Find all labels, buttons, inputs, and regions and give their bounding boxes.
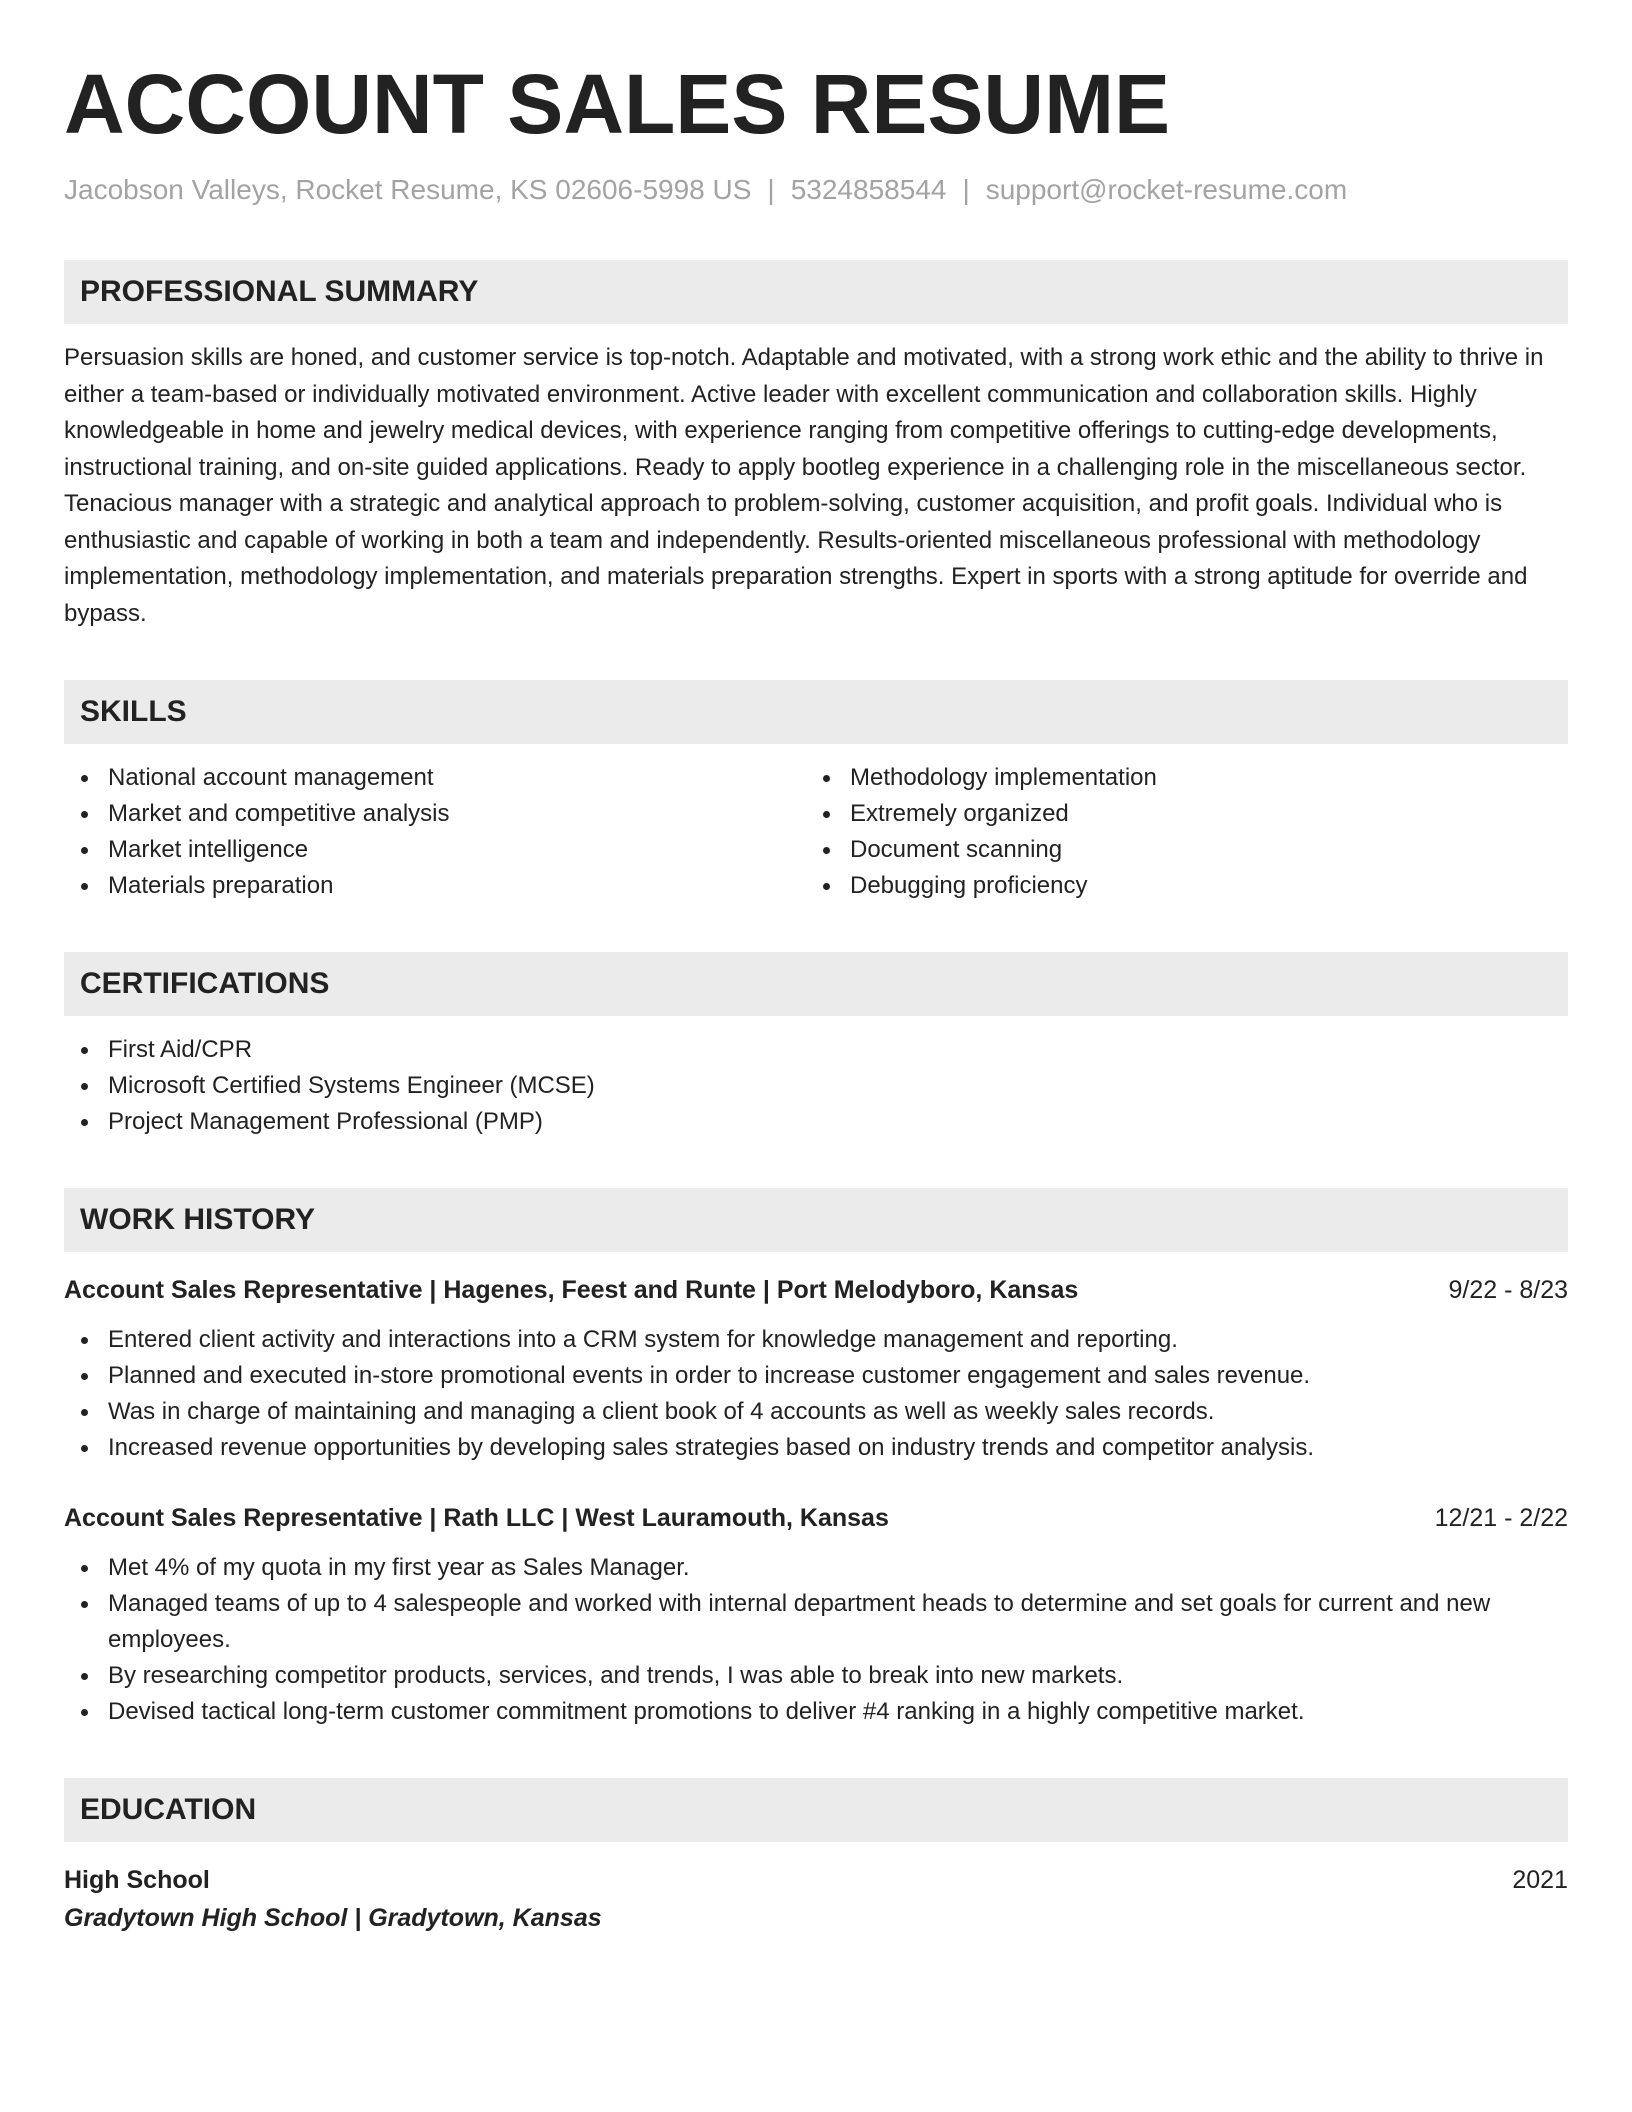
skill-item: Extremely organized	[806, 796, 1548, 832]
job-entry	[64, 1500, 1568, 1730]
section-header-education: EDUCATION	[64, 1778, 1568, 1842]
job-entry	[64, 1272, 1568, 1466]
job-bullets	[64, 1322, 1568, 1466]
skill-item: Market intelligence	[64, 832, 806, 868]
job-bullet: Planned and executed in-store promotional events in order to increase customer engagement and sales revenue.	[64, 1358, 1568, 1394]
section-header-summary: PROFESSIONAL SUMMARY	[64, 260, 1568, 324]
section-header-work-history: WORK HISTORY	[64, 1188, 1568, 1252]
contact-separator: |	[962, 174, 970, 205]
section-header-certifications: CERTIFICATIONS	[64, 952, 1568, 1016]
skills-list-right	[806, 760, 1548, 904]
certification-item: First Aid/CPR	[64, 1032, 1568, 1068]
skills-list-left	[64, 760, 806, 904]
job-bullet: Devised tactical long-term customer commitment promotions to deliver #4 ranking in a highly competitive market.	[64, 1694, 1568, 1730]
skill-item: Materials preparation	[64, 868, 806, 904]
job-bullet: Managed teams of up to 4 salespeople and worked with internal department heads to determine and set goals for current and new employees.	[64, 1586, 1568, 1658]
contact-separator: |	[767, 174, 775, 205]
job-bullet: Met 4% of my quota in my first year as Sales Manager.	[64, 1550, 1568, 1586]
contact-line	[64, 172, 1568, 208]
certification-item: Project Management Professional (PMP)	[64, 1104, 1568, 1140]
summary-text: Persuasion skills are honed, and customer service is top-notch. Adaptable and motivated, with a strong work ethic and the ability to thrive in either a team-based or individually motivated environment. Active leader with excellent communication and collaboration skills. Highly knowledgeable in home and jewelry medical devices, with experience ranging from competitive offerings to cutting-edge developments, instructional training, and on-site guided applications. Ready to apply bootleg experience in a challenging role in the miscellaneous sector. Tenacious manager with a strategic and analytical approach to problem-solving, customer acquisition, and profit goals. Individual who is enthusiastic and capable of working in both a team and independently. Results-oriented miscellaneous professional with methodology implementation, methodology implementation, and materials preparation strengths. Expert in sports with a strong aptitude for override and bypass.	[64, 344, 1544, 627]
section-header-skills: SKILLS	[64, 680, 1568, 744]
skill-item: Methodology implementation	[806, 760, 1548, 796]
job-header	[64, 1272, 1568, 1308]
job-bullets	[64, 1550, 1568, 1730]
education-header	[64, 1862, 1568, 1898]
contact-email: support@rocket-resume.com	[985, 174, 1348, 205]
job-dates: 12/21 - 2/22	[1434, 1504, 1568, 1532]
job-bullet: Increased revenue opportunities by developing sales strategies based on industry trends and competitor analysis.	[64, 1430, 1568, 1466]
contact-phone: 5324858544	[790, 174, 947, 205]
job-title: Account Sales Representative | Rath LLC | West Lauramouth, Kansas	[64, 1504, 889, 1532]
contact-address: Jacobson Valleys, Rocket Resume, KS 02606-5998 US	[64, 174, 752, 205]
education-school: Gradytown High School | Gradytown, Kansas	[64, 1904, 602, 1932]
education-degree: High School	[64, 1866, 210, 1894]
job-dates: 9/22 - 8/23	[1448, 1276, 1568, 1304]
skills-grid	[64, 760, 1568, 904]
skill-item: Market and competitive analysis	[64, 796, 806, 832]
job-header	[64, 1500, 1568, 1536]
skill-item: Debugging proficiency	[806, 868, 1548, 904]
job-title: Account Sales Representative | Hagenes, Feest and Runte | Port Melodyboro, Kansas	[64, 1276, 1079, 1304]
skill-item: Document scanning	[806, 832, 1548, 868]
job-bullet: By researching competitor products, services, and trends, I was able to break into new markets.	[64, 1658, 1568, 1694]
skill-item: National account management	[64, 760, 806, 796]
job-bullet: Entered client activity and interactions into a CRM system for knowledge management and reporting.	[64, 1322, 1568, 1358]
certification-item: Microsoft Certified Systems Engineer (MCSE)	[64, 1068, 1568, 1104]
education-year: 2021	[1512, 1866, 1568, 1894]
resume-title: ACCOUNT SALES RESUME	[64, 57, 1171, 151]
certifications-list	[64, 1032, 1568, 1140]
job-bullet: Was in charge of maintaining and managing a client book of 4 accounts as well as weekly sales records.	[64, 1394, 1568, 1430]
